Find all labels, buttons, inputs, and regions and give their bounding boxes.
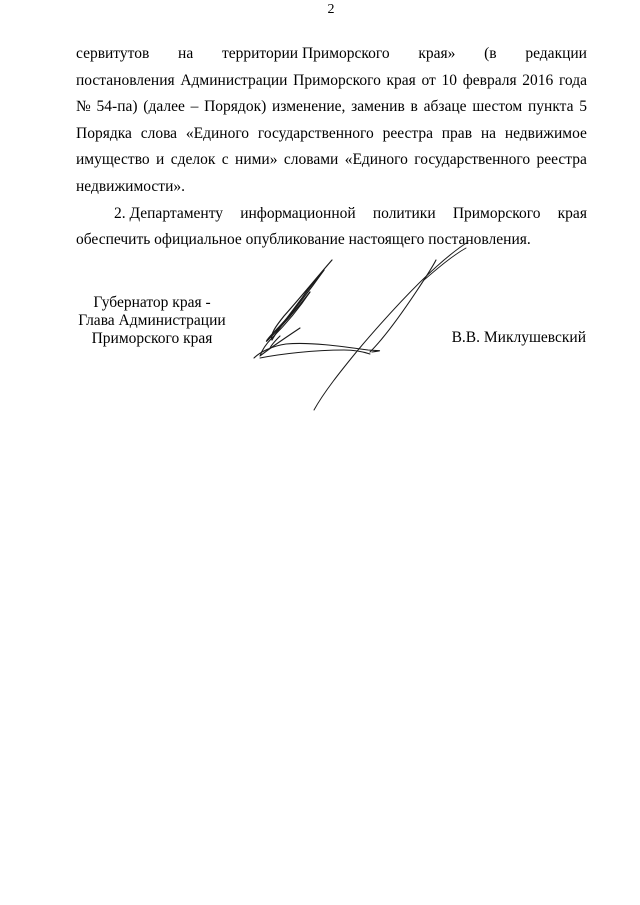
handwritten-signature [240,240,490,415]
text-word: (далее [143,98,185,116]
signature-stroke [370,260,436,352]
page-number: 2 [327,2,335,17]
text-word: от [421,71,436,89]
document-body [76,41,587,254]
text-word: реестра [536,151,587,169]
text-line-8: обеспечить официальное опубликование настоящего постановления. [76,231,531,249]
text-line-3 [76,94,587,121]
text-word: территории Приморского [221,45,390,62]
text-word: государственного [257,124,374,142]
text-word: информационной [240,204,356,222]
text-word: края [386,71,416,89]
signatory-name: В.В. Миклушевский [451,329,586,346]
text-word: февраля [462,71,517,89]
text-word: года [558,71,587,89]
text-word: словами [283,151,339,169]
text-word: «Единого [185,124,250,142]
text-word: Порядок) [204,98,267,116]
position-line-3: Приморского края [91,330,213,347]
text-word: 2. Департаменту [114,204,224,222]
text-word: Приморского [293,71,381,89]
text-line-1 [76,41,587,68]
text-word: «Единого [344,151,408,169]
text-word: на [480,124,497,142]
signature-stroke [260,350,370,358]
text-word: постановления [76,71,175,89]
text-word: реестра [382,124,433,142]
text-word: 54-па) [96,98,138,116]
text-word: абзаце [423,98,467,116]
position-line-1: Губернатор края - [93,294,211,311]
text-word: недвижимое [504,124,587,142]
text-word: 10 [441,71,458,89]
text-word: Приморского [452,204,541,222]
text-word: государственного [414,151,531,169]
text-word: пункта [527,98,574,116]
text-word: слова [140,124,178,142]
text-word: 5 [579,98,587,116]
signatory-position [72,294,232,348]
text-word: изменение, [272,98,346,116]
text-line-5 [76,147,587,174]
text-word: (в [484,45,497,62]
text-word: на [178,45,194,62]
text-word: заменив [351,98,405,116]
position-line-2: Глава Администрации [78,312,226,329]
signature-stroke [314,242,468,410]
text-word: 2016 [522,71,554,89]
text-line-7 [76,201,587,228]
text-word: шестом [472,98,523,116]
text-line-6: недвижимости». [76,177,185,195]
text-word: Порядка [76,124,132,142]
text-word: в [410,98,418,116]
text-word: № [76,98,91,116]
text-word: редакции [525,45,587,62]
text-word: и [156,151,165,169]
signature-stroke [424,248,466,280]
text-line-4 [76,121,587,148]
text-line-2 [76,68,587,95]
text-word: прав [441,124,473,142]
text-word: сервитутов [76,45,150,62]
text-word: ними» [235,151,278,169]
text-word: сделок [170,151,216,169]
text-word: имущество [76,151,150,169]
text-word: политики [372,204,436,222]
text-word: – [190,98,199,116]
text-word: края» [418,45,456,62]
text-word: с [221,151,229,169]
text-word: Администрации [180,71,288,89]
text-word: края [557,204,587,222]
